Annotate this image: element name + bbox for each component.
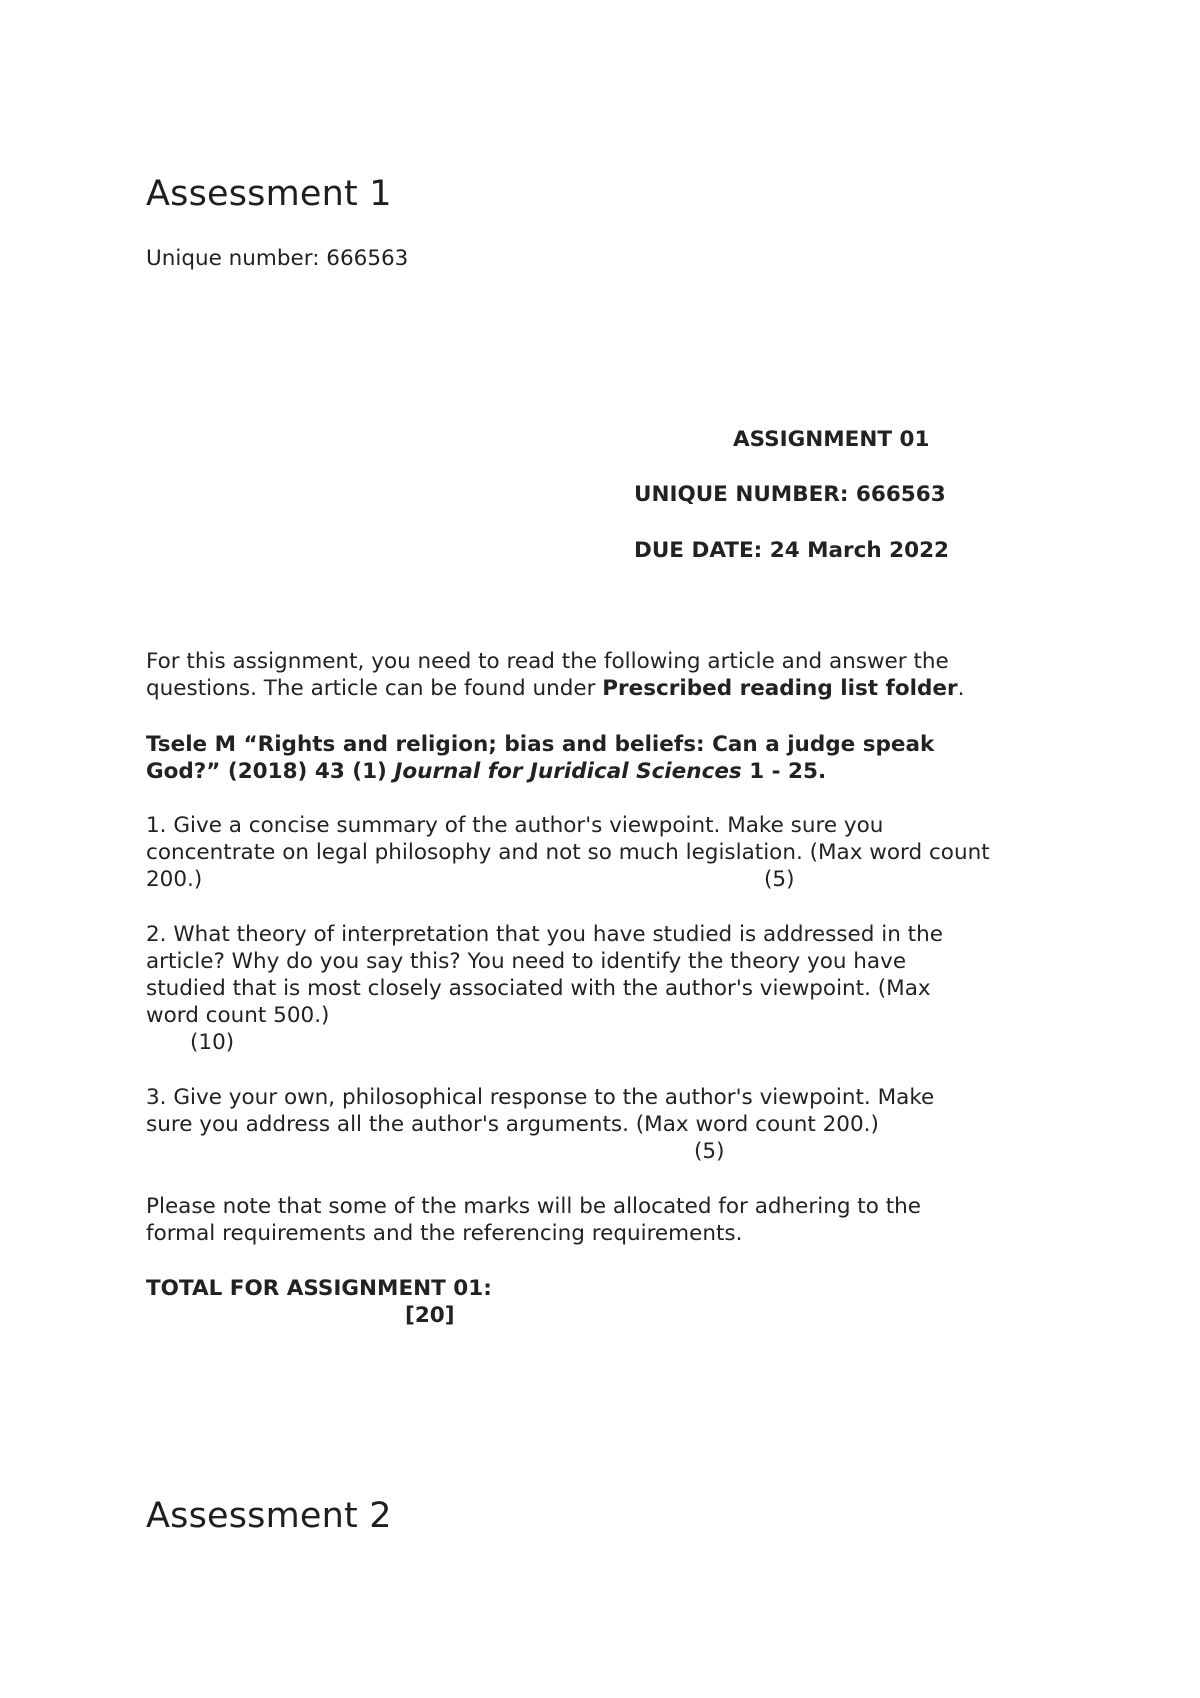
question-2-line-4: word count 500.) <box>146 1003 330 1028</box>
question-1-line-1: 1. Give a concise summary of the author's viewpoint. Make sure you <box>146 813 884 838</box>
reference-line-2 <box>146 758 1076 785</box>
question-3-marks: (5) <box>694 1139 725 1164</box>
assignment-unique-number: UNIQUE NUMBER: 666563 <box>634 482 946 507</box>
question-2-line-1: 2. What theory of interpretation that you have studied is addressed in the <box>146 922 943 947</box>
assessment-1-heading: Assessment 1 <box>146 174 392 214</box>
assessment-2-heading: Assessment 2 <box>146 1496 392 1536</box>
question-2 <box>146 921 1076 1029</box>
reference-line-2-prefix: God?” (2018) 43 (1) <box>146 759 395 784</box>
intro-line-2-prefix: questions. The article can be found under <box>146 676 603 701</box>
question-3-line-1: 3. Give your own, philosophical response to the author's viewpoint. Make <box>146 1085 935 1110</box>
intro-line-2-suffix: . <box>957 676 965 701</box>
question-1-line-3: 200.) <box>146 867 203 892</box>
intro-line-1: For this assignment, you need to read the following article and answer the <box>146 649 949 674</box>
question-1-marks: (5) <box>764 867 795 892</box>
intro-paragraph <box>146 648 1076 702</box>
question-2-line-3: studied that is most closely associated with the author's viewpoint. (Max <box>146 976 931 1001</box>
marks-note <box>146 1193 1076 1247</box>
prescribed-reading-folder: Prescribed reading list folder <box>602 676 958 701</box>
question-3 <box>146 1084 1076 1138</box>
article-reference <box>146 731 1076 785</box>
question-1 <box>146 812 1076 893</box>
question-2-line-2: article? Why do you say this? You need to identify the theory you have <box>146 949 907 974</box>
unique-number-line: Unique number: 666563 <box>146 246 409 271</box>
total-value: [20] <box>405 1303 455 1328</box>
question-3-line-2: sure you address all the author's arguments. (Max word count 200.) <box>146 1112 879 1137</box>
question-1-line-2: concentrate on legal philosophy and not so much legislation. (Max word count <box>146 840 990 865</box>
assignment-title: ASSIGNMENT 01 <box>733 427 930 452</box>
note-line-2: formal requirements and the referencing requirements. <box>146 1221 743 1246</box>
journal-title: Journal for Juridical Sciences <box>394 759 742 784</box>
reference-line-1: Tsele M “Rights and religion; bias and beliefs: Can a judge speak <box>146 732 935 757</box>
question-2-marks: (10) <box>190 1030 235 1055</box>
intro-line-2 <box>146 675 1076 702</box>
assignment-due-date: DUE DATE: 24 March 2022 <box>634 538 950 563</box>
total-label: TOTAL FOR ASSIGNMENT 01: <box>146 1276 492 1301</box>
reference-line-2-suffix: 1 - 25. <box>741 759 827 784</box>
note-line-1: Please note that some of the marks will be allocated for adhering to the <box>146 1194 922 1219</box>
